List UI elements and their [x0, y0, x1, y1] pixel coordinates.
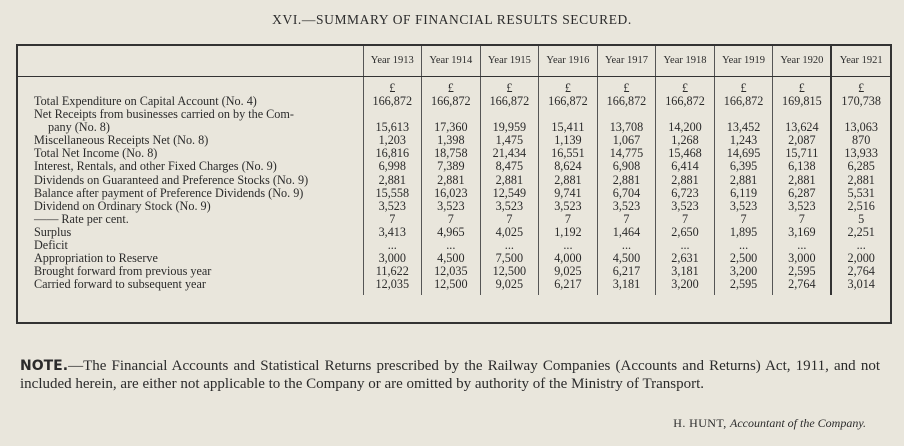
- table-cell: 6,217: [597, 265, 656, 278]
- table-cell: 3,413: [363, 226, 422, 239]
- table-cell: 2,516: [831, 200, 890, 213]
- table-cell: 166,872: [539, 95, 598, 108]
- table-cell: 21,434: [480, 147, 539, 160]
- table-cell: 1,243: [714, 134, 773, 147]
- table-cell: 3,200: [656, 278, 715, 291]
- spacer-row: [18, 291, 890, 295]
- table-cell: 7,389: [422, 160, 481, 173]
- table-cell: 16,551: [539, 147, 598, 160]
- spacer-cell: [831, 291, 890, 295]
- table-cell: 6,908: [597, 160, 656, 173]
- table-cell: 6,395: [714, 160, 773, 173]
- row-label-text: Dividends on Guaranteed and Preference Stocks (No. 9): [34, 172, 309, 187]
- table-cell: 1,192: [539, 226, 598, 239]
- table-cell: 8,475: [480, 160, 539, 173]
- spacer-cell: [18, 291, 363, 295]
- table-cell: 9,025: [539, 265, 598, 278]
- table-cell: ...: [714, 239, 773, 252]
- table-cell: 18,758: [422, 147, 481, 160]
- table-cell: ...: [422, 239, 481, 252]
- table-cell: 6,285: [831, 160, 890, 173]
- column-header: Year 1920: [773, 46, 832, 77]
- currency-symbol: £: [480, 77, 539, 96]
- table-cell: 4,965: [422, 226, 481, 239]
- table-cell: 14,200: [656, 121, 715, 134]
- table-row: [18, 213, 890, 226]
- table-cell: 7: [714, 213, 773, 226]
- column-header: Year 1913: [363, 46, 422, 77]
- financial-summary-table: [16, 44, 892, 324]
- row-label-text: Total Net Income (No. 8): [34, 146, 158, 161]
- table-cell: 1,895: [714, 226, 773, 239]
- table-cell: 1,139: [539, 134, 598, 147]
- table-cell: 2,764: [773, 278, 832, 291]
- table-cell: 166,872: [422, 95, 481, 108]
- table-cell: 7: [597, 213, 656, 226]
- currency-symbol: £: [773, 77, 832, 96]
- table-cell: 2,881: [773, 174, 832, 187]
- spacer-cell: [422, 291, 481, 295]
- table-cell: 13,063: [831, 121, 890, 134]
- table-cell: 2,881: [597, 174, 656, 187]
- column-header: Year 1915: [480, 46, 539, 77]
- table-cell: 7: [422, 213, 481, 226]
- table-cell: 6,138: [773, 160, 832, 173]
- row-label-text: —— Rate per cent.: [34, 211, 129, 226]
- table-cell: 2,881: [480, 174, 539, 187]
- table-cell: ...: [363, 239, 422, 252]
- spacer-cell: [773, 291, 832, 295]
- table-cell: 3,181: [597, 278, 656, 291]
- spacer-cell: [597, 291, 656, 295]
- table-cell: ...: [773, 239, 832, 252]
- currency-symbol: £: [539, 77, 598, 96]
- table-cell: 15,711: [773, 147, 832, 160]
- column-header: Year 1917: [597, 46, 656, 77]
- table-cell: ...: [831, 239, 890, 252]
- table-cell: 1,398: [422, 134, 481, 147]
- table-cell: 4,500: [597, 252, 656, 265]
- currency-symbol: £: [363, 77, 422, 96]
- table-cell: 166,872: [656, 95, 715, 108]
- table-cell: 169,815: [773, 95, 832, 108]
- row-label-text: Dividend on Ordinary Stock (No. 9): [34, 198, 211, 213]
- spacer-cell: [480, 291, 539, 295]
- table-cell: ...: [480, 239, 539, 252]
- table-cell: 6,287: [773, 187, 832, 200]
- table-cell: 12,549: [480, 187, 539, 200]
- table-cell: 11,622: [363, 265, 422, 278]
- table-cell: 3,523: [422, 200, 481, 213]
- table-cell: ...: [539, 239, 598, 252]
- table-cell: 16,816: [363, 147, 422, 160]
- table-cell: 6,704: [597, 187, 656, 200]
- table-cell: ...: [656, 239, 715, 252]
- table: [18, 46, 890, 295]
- table-cell: 2,000: [831, 252, 890, 265]
- table-cell: 8,624: [539, 160, 598, 173]
- currency-symbol: £: [597, 77, 656, 96]
- table-cell: 12,035: [422, 265, 481, 278]
- table-cell: 166,872: [363, 95, 422, 108]
- column-header: Year 1921: [831, 46, 890, 77]
- table-cell: 4,500: [422, 252, 481, 265]
- table-cell: ...: [597, 239, 656, 252]
- table-cell: 5: [831, 213, 890, 226]
- table-cell: 3,523: [363, 200, 422, 213]
- table-cell: 3,523: [656, 200, 715, 213]
- table-cell: 7: [656, 213, 715, 226]
- column-header: Year 1919: [714, 46, 773, 77]
- spacer-cell: [539, 291, 598, 295]
- table-cell: 6,723: [656, 187, 715, 200]
- table-cell: 7: [539, 213, 598, 226]
- row-label-text: pany (No. 8): [48, 120, 110, 135]
- table-cell: 3,014: [831, 278, 890, 291]
- row-label-text: Net Receipts from businesses carried on by the Com-: [34, 107, 294, 122]
- column-header: Year 1914: [422, 46, 481, 77]
- row-label: [18, 278, 363, 291]
- table-cell: 2,881: [714, 174, 773, 187]
- table-cell: 7: [363, 213, 422, 226]
- spacer-cell: [656, 291, 715, 295]
- table-cell: 12,500: [480, 265, 539, 278]
- table-cell: 13,933: [831, 147, 890, 160]
- table-cell: 2,764: [831, 265, 890, 278]
- table-cell: 170,738: [831, 95, 890, 108]
- table-cell: 6,119: [714, 187, 773, 200]
- table-cell: 3,000: [363, 252, 422, 265]
- signature-role: Accountant of the Company.: [730, 416, 866, 430]
- table-cell: 2,631: [656, 252, 715, 265]
- page-title: XVI.—SUMMARY OF FINANCIAL RESULTS SECURED.: [272, 12, 632, 27]
- table-cell: 6,217: [539, 278, 598, 291]
- table-cell: 16,023: [422, 187, 481, 200]
- header-description: [18, 46, 363, 77]
- table-cell: 6,998: [363, 160, 422, 173]
- table-cell: 1,475: [480, 134, 539, 147]
- spacer-cell: [363, 291, 422, 295]
- currency-row: [18, 77, 890, 96]
- table-cell: 4,025: [480, 226, 539, 239]
- table-cell: 14,775: [597, 147, 656, 160]
- table-cell: 3,523: [480, 200, 539, 213]
- table-cell: 12,035: [363, 278, 422, 291]
- table-cell: 15,468: [656, 147, 715, 160]
- table-cell: 3,523: [597, 200, 656, 213]
- row-label-text: Carried forward to subsequent year: [34, 277, 206, 292]
- row-label: [18, 226, 363, 239]
- table-cell: 2,595: [714, 278, 773, 291]
- row-label-text: Appropriation to Reserve: [34, 251, 158, 266]
- table-cell: 3,523: [714, 200, 773, 213]
- table-cell: 166,872: [714, 95, 773, 108]
- table-cell: 3,523: [773, 200, 832, 213]
- table-cell: 2,595: [773, 265, 832, 278]
- table-cell: 3,000: [773, 252, 832, 265]
- currency-row-label: [18, 77, 363, 96]
- table-cell: 15,558: [363, 187, 422, 200]
- table-cell: 2,881: [422, 174, 481, 187]
- table-cell: 13,452: [714, 121, 773, 134]
- table-cell: 6,414: [656, 160, 715, 173]
- table-cell: 870: [831, 134, 890, 147]
- table-cell: 2,881: [831, 174, 890, 187]
- table-cell: 5,531: [831, 187, 890, 200]
- column-header: Year 1918: [656, 46, 715, 77]
- table-cell: 3,523: [539, 200, 598, 213]
- currency-symbol: £: [656, 77, 715, 96]
- footnote: [20, 357, 880, 393]
- signature-name: H. HUNT,: [673, 416, 727, 430]
- table-cell: 3,181: [656, 265, 715, 278]
- row-label-text: Interest, Rentals, and other Fixed Charges (No. 9): [34, 159, 277, 174]
- table-cell: 9,741: [539, 187, 598, 200]
- table-row: [18, 200, 890, 213]
- table-cell: 9,025: [480, 278, 539, 291]
- table-cell: 166,872: [480, 95, 539, 108]
- table-cell: 13,624: [773, 121, 832, 134]
- signature: [673, 416, 866, 431]
- note-text: —The Financial Accounts and Statistical Returns prescribed by the Railway Companies (Accounts and Returns) Act, 1911, and not included herein, are either not applicable to the Company or are omitted by authority of the Ministry of Transport.: [20, 358, 880, 392]
- note-label: NOTE.: [20, 358, 69, 374]
- row-label-text: Surplus: [34, 224, 72, 239]
- row-label-text: Deficit: [34, 238, 68, 253]
- table-cell: 2,650: [656, 226, 715, 239]
- table-cell: 17,360: [422, 121, 481, 134]
- table-cell: 4,000: [539, 252, 598, 265]
- table-cell: 19,959: [480, 121, 539, 134]
- currency-symbol: £: [714, 77, 773, 96]
- table-cell: 7,500: [480, 252, 539, 265]
- table-cell: 7: [773, 213, 832, 226]
- table-cell: 7: [480, 213, 539, 226]
- row-label-text: Brought forward from previous year: [34, 264, 212, 279]
- table-cell: 1,268: [656, 134, 715, 147]
- table-cell: 1,067: [597, 134, 656, 147]
- table-cell: 2,881: [539, 174, 598, 187]
- row-label-text: Total Expenditure on Capital Account (No. 4): [34, 94, 257, 108]
- table-row: [18, 278, 890, 291]
- row-label-text: Balance after payment of Preference Dividends (No. 9): [34, 185, 304, 200]
- header-row: [18, 46, 890, 77]
- table-cell: 15,411: [539, 121, 598, 134]
- column-header: Year 1916: [539, 46, 598, 77]
- row-label-text: Miscellaneous Receipts Net (No. 8): [34, 133, 209, 148]
- table-cell: 1,203: [363, 134, 422, 147]
- table-cell: 15,613: [363, 121, 422, 134]
- currency-symbol: £: [422, 77, 481, 96]
- table-cell: 166,872: [597, 95, 656, 108]
- table-cell: 2,881: [656, 174, 715, 187]
- table-cell: 3,200: [714, 265, 773, 278]
- spacer-cell: [714, 291, 773, 295]
- table-cell: 12,500: [422, 278, 481, 291]
- table-cell: 2,881: [363, 174, 422, 187]
- table-cell: 1,464: [597, 226, 656, 239]
- table-cell: 2,087: [773, 134, 832, 147]
- table-cell: 13,708: [597, 121, 656, 134]
- table-cell: 14,695: [714, 147, 773, 160]
- table-cell: 2,500: [714, 252, 773, 265]
- table-cell: 3,169: [773, 226, 832, 239]
- table-cell: 2,251: [831, 226, 890, 239]
- currency-symbol: £: [831, 77, 890, 96]
